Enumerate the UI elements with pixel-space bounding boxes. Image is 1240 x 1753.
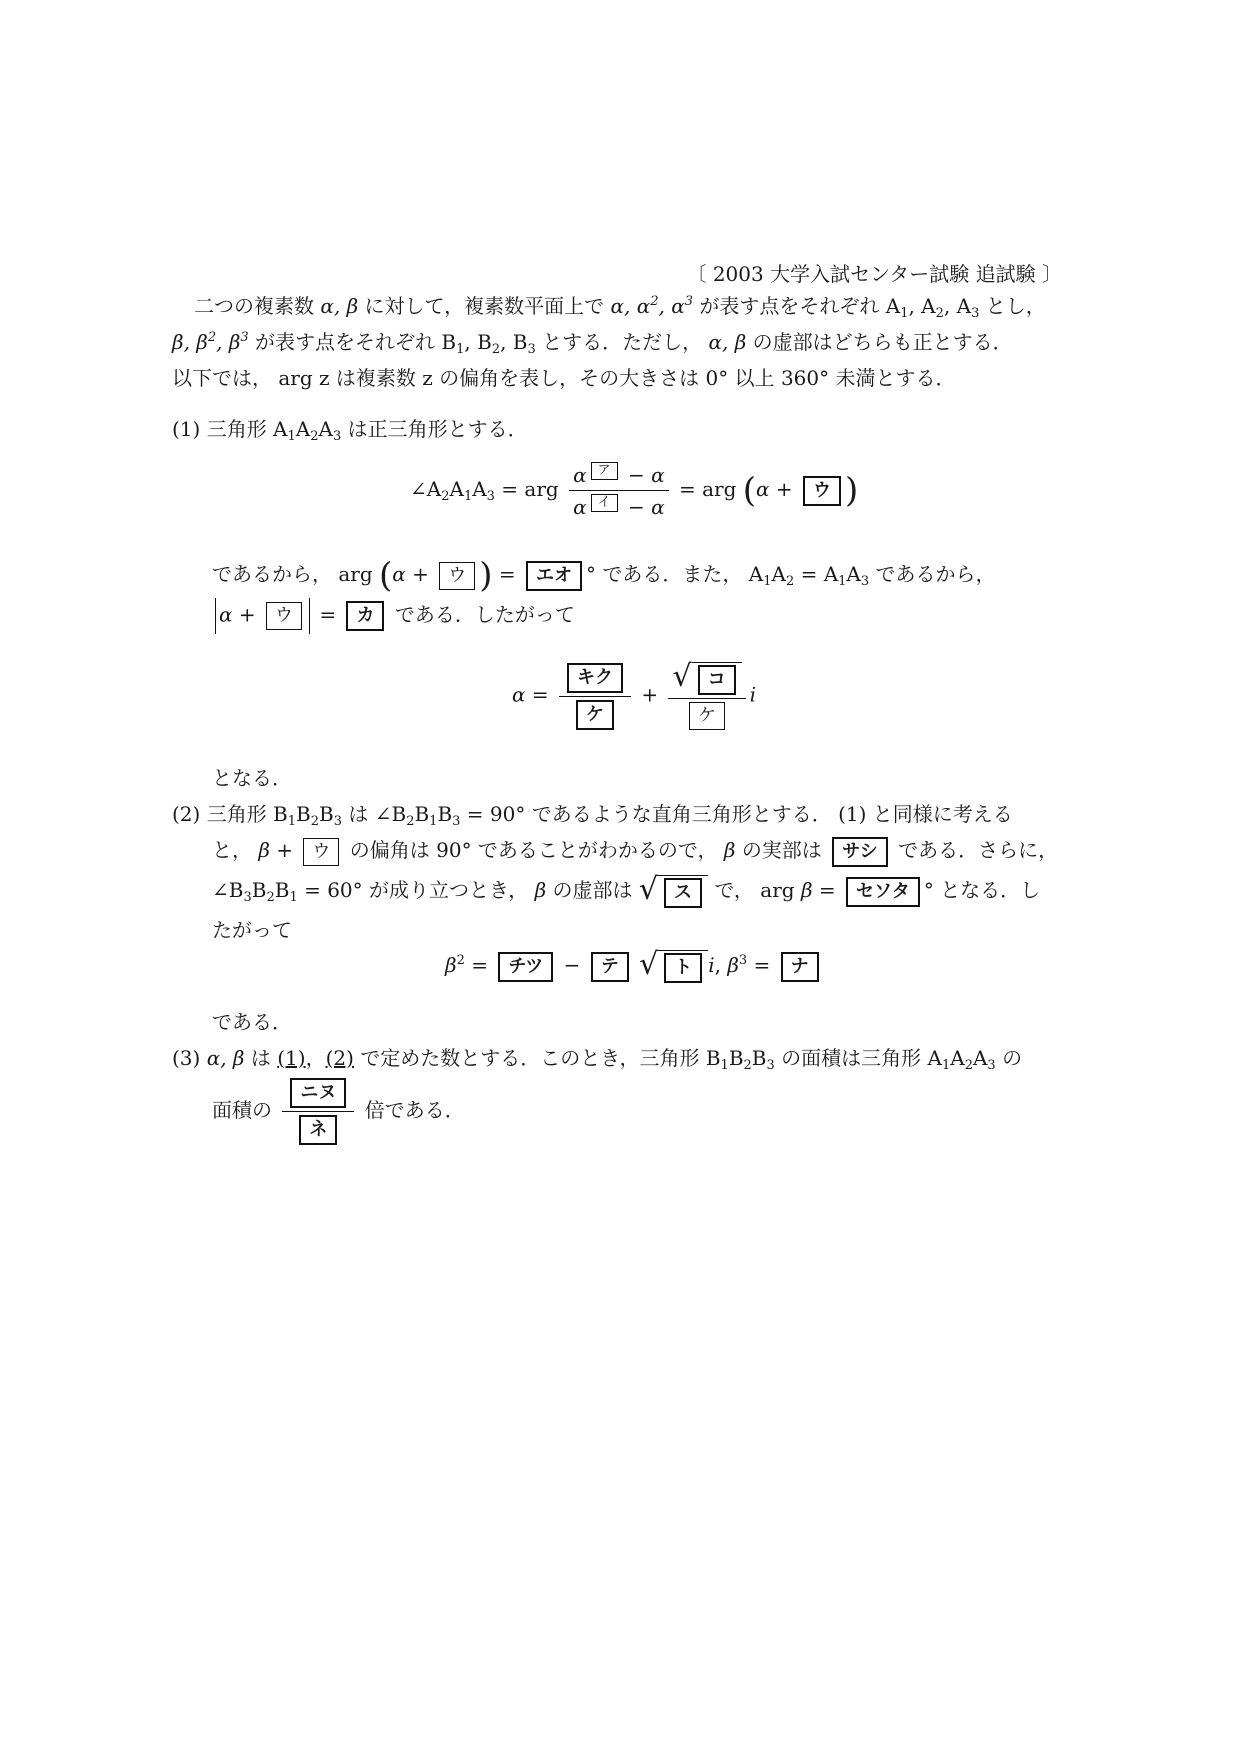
- box-sesota: セソタ: [846, 877, 920, 907]
- box-su: ス: [664, 878, 702, 908]
- q2-label: (2): [172, 802, 201, 826]
- box-na: ナ: [781, 952, 819, 982]
- box-ke: ケ: [576, 700, 614, 730]
- q1-line-1: (1) 三角形 $A_1A_2A_3$ は正三角形とする．: [172, 417, 528, 444]
- box-eo: エオ: [526, 561, 582, 591]
- box-u: ウ: [803, 476, 841, 506]
- q1-end: となる．: [212, 766, 292, 790]
- q2-end: である．: [212, 1010, 292, 1034]
- box-u: ウ: [303, 838, 339, 866]
- intro-line-1: 二つの複素数 α, β に対して，複素数平面上で α, $\alpha^2$, $\alpha^3$ が表す点をそれぞれ $A_1$, $A_2$, $A_3$ とし，: [194, 294, 1046, 321]
- q1-line-2: であるから， arg (α + ウ ) = エオ ° である．また， $A_1A_2 = A_1A_3$ であるから，: [212, 555, 996, 596]
- intro-line-2: β, $\beta^2$, $\beta^3$ が表す点をそれぞれ $B_1$, $B_2$, $B_3$ とする．ただし， α, β の虚部はどちらも正とする．: [172, 330, 1013, 357]
- box-u: ウ: [439, 562, 475, 590]
- box-ko: コ: [698, 665, 736, 695]
- q3-label: (3): [172, 1046, 201, 1070]
- box-a: ア: [591, 462, 618, 480]
- intro-line-3: 以下では， arg z は複素数 z の偏角を表し，その大きさは 0° 以上 360° 未満とする．: [172, 366, 956, 390]
- box-ninu: ニヌ: [290, 1078, 346, 1108]
- q2-line-2: と， β + ウ の偏角は 90° であることがわかるので， β の実部は サシ である．さらに，: [212, 834, 1058, 867]
- box-chitsu: チツ: [498, 952, 553, 982]
- q1-line-3: α + ウ = カ である．したがって: [212, 598, 575, 634]
- box-kiku: キク: [567, 663, 623, 693]
- box-i: イ: [591, 494, 618, 512]
- q1-formula-alpha: α = $\frac{\text{キク}}{\text{ケ}}$ + √ コ ケ i: [512, 662, 756, 730]
- q1-formula-angle: $\angle A_2A_1A_3$ = arg $\frac{\text{α ア − α}}{\text{α イ − α}}$ = arg (α + ウ ): [410, 463, 859, 519]
- q1-label: (1): [172, 417, 201, 441]
- q2-line-1: (2) 三角形 $B_1B_2B_3$ は $\angle B_2B_1B_3 = 90^\circ$ であるような直角三角形とする． (1) と同様に考える: [172, 802, 1013, 829]
- q3-line-2: 面積の $\frac{\text{ニヌ}}{\text{ネ}}$ 倍である．: [212, 1078, 465, 1145]
- box-to: ト: [664, 953, 702, 983]
- q2-formula-beta: $\beta^2$ = チツ − テ √ ト i, $\beta^3$ = ナ: [445, 950, 823, 983]
- box-ka: カ: [346, 601, 384, 631]
- q2-line-4: たがって: [212, 918, 292, 942]
- q2-line-3: $\angle B_3B_2B_1 = 60^\circ$ が成り立つとき， β の虚部は √ ス で， arg β = セソタ ° となる．し: [212, 872, 1041, 907]
- box-u: ウ: [266, 602, 302, 630]
- q3-line-1: (3) α, β は (1)，(2) で定めた数とする．このとき，三角形 $B_1B_2B_3$ の面積は三角形 $A_1A_2A_3$ の: [172, 1046, 1023, 1073]
- box-te: テ: [591, 952, 629, 982]
- box-ke: ケ: [689, 702, 725, 730]
- source-header: 〔 2003 大学入試センター試験 追試験 〕: [686, 262, 1062, 286]
- box-ne: ネ: [299, 1115, 337, 1145]
- box-sashi: サシ: [832, 837, 888, 867]
